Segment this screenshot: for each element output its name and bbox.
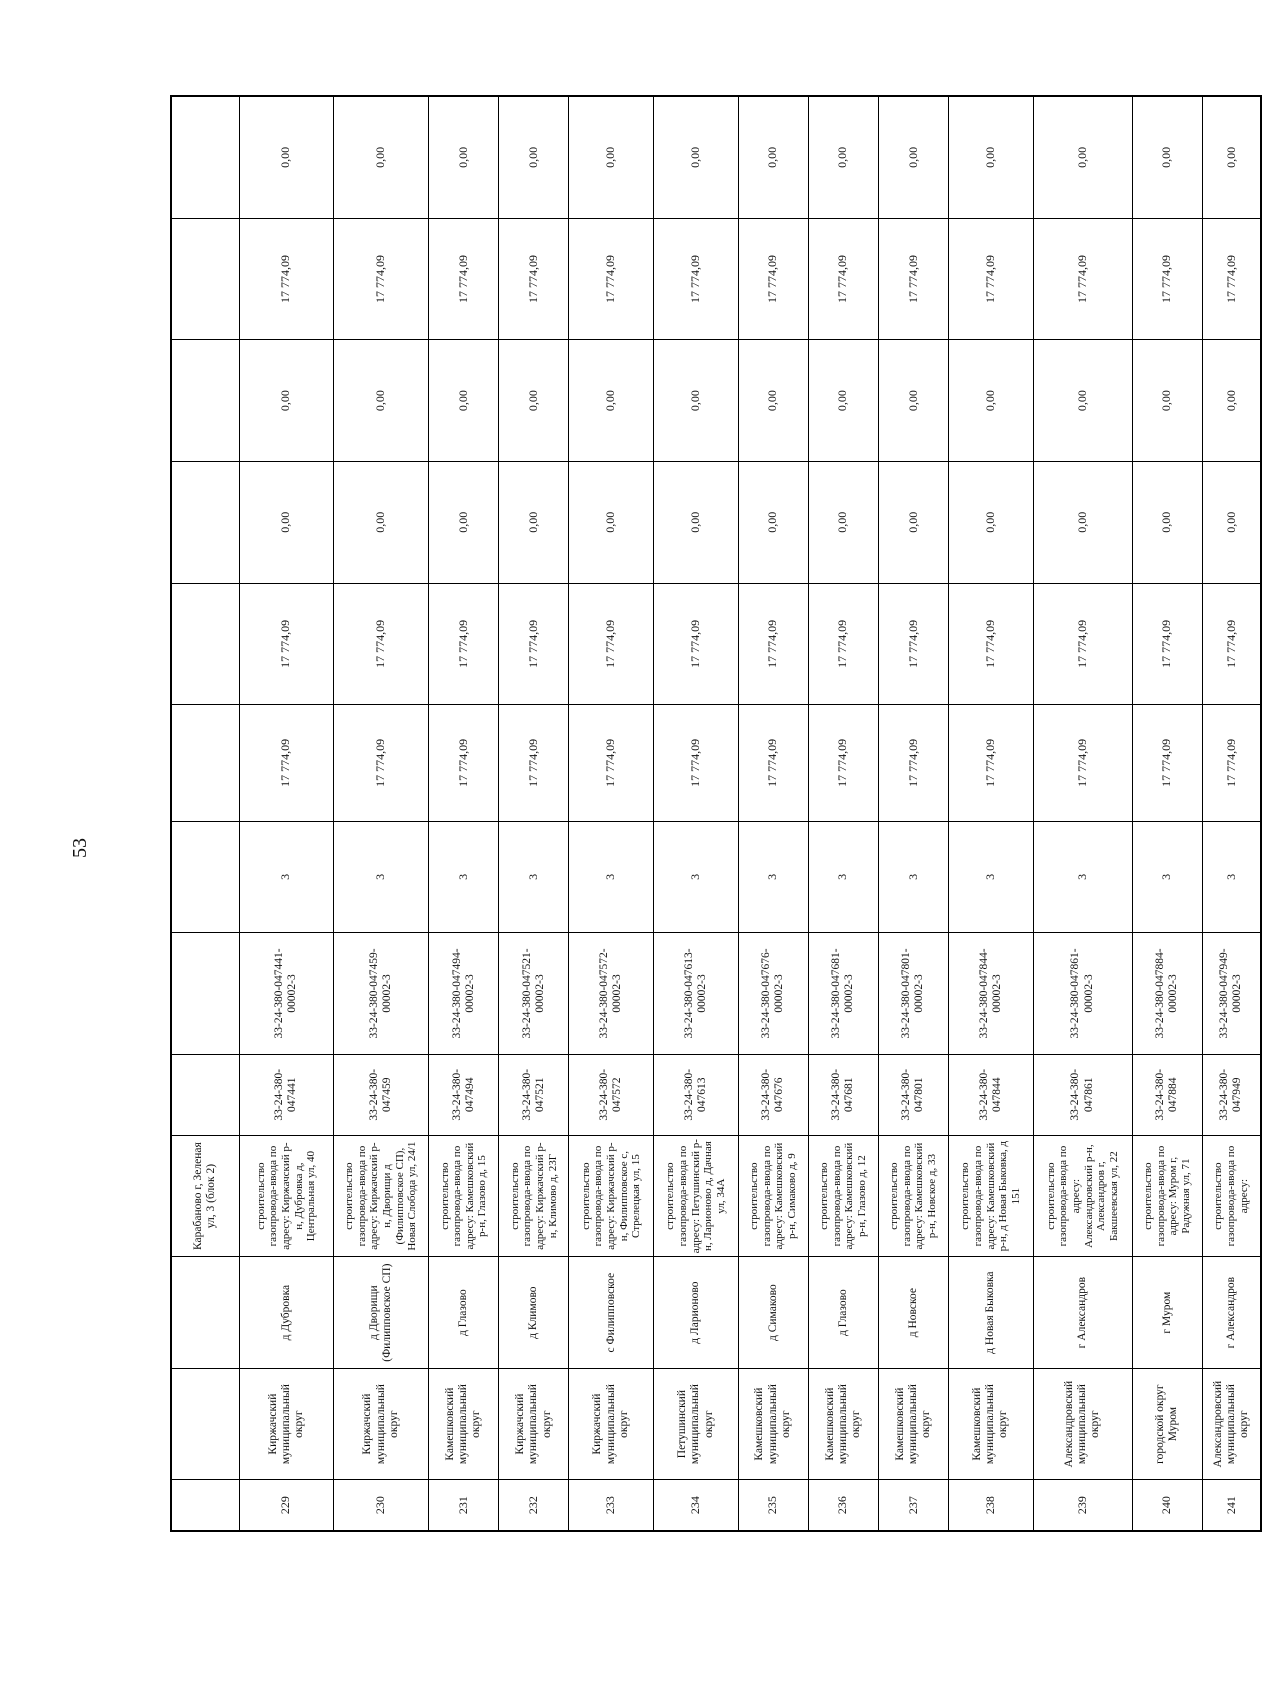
table-row — [429, 97, 499, 1531]
amount-cell: 0,00 — [1202, 340, 1260, 462]
data-table — [171, 96, 1261, 1531]
description-cell: строительство газопровода-ввода по адресу: Камешковский р-н, Симаково д, 9 — [738, 1135, 808, 1257]
table-row — [878, 97, 948, 1531]
count-cell: 3 — [1132, 821, 1202, 932]
municipality-cell: Петушинский муниципальный округ — [654, 1368, 739, 1479]
settlement-cell: д Климово — [499, 1257, 569, 1368]
amount-cell: 0,00 — [878, 97, 948, 219]
amount-cell: 17 774,09 — [738, 705, 808, 822]
count-cell: 3 — [499, 821, 569, 932]
settlement-cell: д Симаково — [738, 1257, 808, 1368]
settlement-cell: д Глазово — [808, 1257, 878, 1368]
amount-cell: 17 774,09 — [1033, 583, 1132, 705]
amount-cell: 0,00 — [1202, 461, 1260, 583]
table-cell — [172, 821, 240, 932]
description-cell: строительство газопровода-ввода по адресу: Камешковский р-н, Новское д, 33 — [878, 1135, 948, 1257]
municipality-cell: Камешковский муниципальный округ — [808, 1368, 878, 1479]
amount-cell: 0,00 — [569, 461, 654, 583]
row-number: 239 — [1033, 1480, 1132, 1531]
table-row — [1033, 97, 1132, 1531]
table-viewport — [170, 95, 1262, 1532]
municipality-cell: Камешковский муниципальный округ — [878, 1368, 948, 1479]
amount-cell: 0,00 — [808, 461, 878, 583]
row-number: 241 — [1202, 1480, 1260, 1531]
amount-cell: 0,00 — [949, 340, 1034, 462]
settlement-cell: с Филипповское — [569, 1257, 654, 1368]
description-cell: строительство газопровода-ввода по адресу: Александровский р-н, Александров г, Бакшеевская ул, 22 — [1033, 1135, 1132, 1257]
amount-cell: 17 774,09 — [499, 705, 569, 822]
settlement-cell: д Новское — [878, 1257, 948, 1368]
object-code-cell: 33-24-380-047681-00002-3 — [808, 933, 878, 1055]
table-cell — [172, 218, 240, 340]
amount-cell: 0,00 — [1033, 97, 1132, 219]
municipality-cell: Киржачский муниципальный округ — [239, 1368, 333, 1479]
municipality-cell: Киржачский муниципальный округ — [499, 1368, 569, 1479]
amount-cell: 0,00 — [1132, 97, 1202, 219]
amount-cell: 0,00 — [569, 97, 654, 219]
amount-cell: 17 774,09 — [1132, 583, 1202, 705]
amount-cell: 17 774,09 — [1033, 705, 1132, 822]
description-cell: строительство газопровода-ввода по адресу: Киржачский р-н, Дворищи д (Филипповское СП), Новая Слобода ул, 24/1 — [333, 1135, 428, 1257]
description-cell: строительство газопровода-ввода по адресу: Камешковский р-н, д Новая Быковка, д 151 — [949, 1135, 1034, 1257]
municipality-cell: Камешковский муниципальный округ — [738, 1368, 808, 1479]
object-code-cell: 33-24-380-047801-00002-3 — [878, 933, 948, 1055]
count-cell: 3 — [1033, 821, 1132, 932]
object-code-cell: 33-24-380-047884-00002-3 — [1132, 933, 1202, 1055]
amount-cell: 0,00 — [654, 340, 739, 462]
cadastral-code-cell: 33-24-380-047521 — [499, 1054, 569, 1135]
count-cell: 3 — [1202, 821, 1260, 932]
cadastral-code-cell: 33-24-380-047613 — [654, 1054, 739, 1135]
amount-cell: 17 774,09 — [499, 583, 569, 705]
amount-cell: 0,00 — [569, 340, 654, 462]
amount-cell: 0,00 — [1202, 97, 1260, 219]
amount-cell: 17 774,09 — [1033, 218, 1132, 340]
count-cell: 3 — [808, 821, 878, 932]
cadastral-code-cell: 33-24-380-047844 — [949, 1054, 1034, 1135]
table-row — [949, 97, 1034, 1531]
amount-cell: 17 774,09 — [1202, 705, 1260, 822]
settlement-cell: г Александров — [1033, 1257, 1132, 1368]
table-cell — [172, 1054, 240, 1135]
row-number: 236 — [808, 1480, 878, 1531]
amount-cell: 0,00 — [333, 461, 428, 583]
amount-cell: 17 774,09 — [738, 218, 808, 340]
row-number: 240 — [1132, 1480, 1202, 1531]
amount-cell: 0,00 — [1033, 461, 1132, 583]
amount-cell: 17 774,09 — [333, 218, 428, 340]
municipality-cell: Камешковский муниципальный округ — [429, 1368, 499, 1479]
amount-cell: 17 774,09 — [1202, 218, 1260, 340]
amount-cell: 17 774,09 — [808, 583, 878, 705]
description-cell: строительство газопровода-ввода по адресу: Петушинский р-н, Ларионово д, Дачная ул, 34А — [654, 1135, 739, 1257]
table-row — [1202, 97, 1260, 1531]
row-number: 237 — [878, 1480, 948, 1531]
amount-cell: 0,00 — [878, 340, 948, 462]
amount-cell: 17 774,09 — [239, 218, 333, 340]
amount-cell: 0,00 — [654, 97, 739, 219]
amount-cell: 17 774,09 — [239, 705, 333, 822]
object-code-cell: 33-24-380-047441-00002-3 — [239, 933, 333, 1055]
settlement-cell: д Дворищи (Филипповское СП) — [333, 1257, 428, 1368]
amount-cell: 17 774,09 — [738, 583, 808, 705]
description-cell: строительство газопровода-ввода по адресу: — [1202, 1135, 1260, 1257]
object-code-cell: 33-24-380-047613-00002-3 — [654, 933, 739, 1055]
cadastral-code-cell: 33-24-380-047801 — [878, 1054, 948, 1135]
page-number: 53 — [69, 838, 91, 858]
amount-cell: 17 774,09 — [878, 705, 948, 822]
amount-cell: 0,00 — [429, 340, 499, 462]
municipality-cell: Александровский муниципальный округ — [1202, 1368, 1260, 1479]
amount-cell: 0,00 — [1132, 461, 1202, 583]
cadastral-code-cell: 33-24-380-047441 — [239, 1054, 333, 1135]
amount-cell: 0,00 — [1132, 340, 1202, 462]
count-cell: 3 — [878, 821, 948, 932]
row-number: 229 — [239, 1480, 333, 1531]
description-cell: строительство газопровода-ввода по адресу: Киржачский р-н, Дубровка д, Центральная ул, 40 — [239, 1135, 333, 1257]
amount-cell: 17 774,09 — [808, 218, 878, 340]
amount-cell: 0,00 — [499, 461, 569, 583]
cadastral-code-cell: 33-24-380-047949 — [1202, 1054, 1260, 1135]
row-number: 238 — [949, 1480, 1034, 1531]
description-cell: строительство газопровода-ввода по адресу: Киржачский р-н, Климово д, 23Г — [499, 1135, 569, 1257]
amount-cell: 0,00 — [1033, 340, 1132, 462]
amount-cell: 17 774,09 — [808, 705, 878, 822]
amount-cell: 0,00 — [654, 461, 739, 583]
cadastral-code-cell: 33-24-380-047884 — [1132, 1054, 1202, 1135]
amount-cell: 17 774,09 — [429, 705, 499, 822]
amount-cell: 0,00 — [949, 97, 1034, 219]
settlement-cell: д Ларионово — [654, 1257, 739, 1368]
count-cell: 3 — [738, 821, 808, 932]
amount-cell: 0,00 — [429, 461, 499, 583]
cadastral-code-cell: 33-24-380-047494 — [429, 1054, 499, 1135]
amount-cell: 0,00 — [333, 97, 428, 219]
amount-cell: 17 774,09 — [569, 583, 654, 705]
table-cell — [172, 933, 240, 1055]
amount-cell: 0,00 — [239, 461, 333, 583]
municipality-cell: Киржачский муниципальный округ — [569, 1368, 654, 1479]
amount-cell: 17 774,09 — [569, 705, 654, 822]
amount-cell: 0,00 — [499, 340, 569, 462]
object-code-cell: 33-24-380-047844-00002-3 — [949, 933, 1034, 1055]
settlement-cell: д Дубровка — [239, 1257, 333, 1368]
amount-cell: 17 774,09 — [878, 583, 948, 705]
settlement-cell: д Глазово — [429, 1257, 499, 1368]
table-row — [654, 97, 739, 1531]
amount-cell: 0,00 — [738, 340, 808, 462]
table-cell — [172, 583, 240, 705]
amount-cell: 0,00 — [878, 461, 948, 583]
table-row — [499, 97, 569, 1531]
row-number: 233 — [569, 1480, 654, 1531]
cadastral-code-cell: 33-24-380-047681 — [808, 1054, 878, 1135]
amount-cell: 17 774,09 — [654, 218, 739, 340]
amount-cell: 0,00 — [239, 97, 333, 219]
table-row — [569, 97, 654, 1531]
cadastral-code-cell: 33-24-380-047572 — [569, 1054, 654, 1135]
settlement-cell: г Муром — [1132, 1257, 1202, 1368]
amount-cell: 17 774,09 — [429, 218, 499, 340]
row-number: 230 — [333, 1480, 428, 1531]
description-cell: строительство газопровода-ввода по адресу: Муром г, Радужная ул, 71 — [1132, 1135, 1202, 1257]
table-cell — [172, 461, 240, 583]
description-cell: строительство газопровода-ввода по адресу: Киржачский р-н, Филипповское с, Стрелецкая ул, 15 — [569, 1135, 654, 1257]
table-cell — [172, 705, 240, 822]
settlement-cell: г Александров — [1202, 1257, 1260, 1368]
count-cell: 3 — [949, 821, 1034, 932]
table-row — [333, 97, 428, 1531]
table-cell — [172, 340, 240, 462]
object-code-cell: 33-24-380-047572-00002-3 — [569, 933, 654, 1055]
amount-cell: 0,00 — [499, 97, 569, 219]
amount-cell: 17 774,09 — [654, 583, 739, 705]
cadastral-code-cell: 33-24-380-047676 — [738, 1054, 808, 1135]
object-code-cell: 33-24-380-047521-00002-3 — [499, 933, 569, 1055]
count-cell: 3 — [239, 821, 333, 932]
row-number: 235 — [738, 1480, 808, 1531]
table-body — [172, 97, 1261, 1531]
amount-cell: 17 774,09 — [1202, 583, 1260, 705]
table-row — [1132, 97, 1202, 1531]
municipality-cell: Камешковский муниципальный округ — [949, 1368, 1034, 1479]
carry-over-row — [172, 97, 240, 1531]
cadastral-code-cell: 33-24-380-047459 — [333, 1054, 428, 1135]
amount-cell: 17 774,09 — [333, 583, 428, 705]
count-cell: 3 — [429, 821, 499, 932]
municipality-cell: городской округ Муром — [1132, 1368, 1202, 1479]
row-number: 232 — [499, 1480, 569, 1531]
amount-cell: 17 774,09 — [878, 218, 948, 340]
amount-cell: 17 774,09 — [949, 583, 1034, 705]
amount-cell: 0,00 — [738, 97, 808, 219]
amount-cell: 17 774,09 — [333, 705, 428, 822]
amount-cell: 17 774,09 — [569, 218, 654, 340]
amount-cell: 17 774,09 — [499, 218, 569, 340]
amount-cell: 17 774,09 — [949, 218, 1034, 340]
table-cell — [172, 1368, 240, 1479]
cadastral-code-cell: 33-24-380-047861 — [1033, 1054, 1132, 1135]
table-row — [808, 97, 878, 1531]
object-code-cell: 33-24-380-047459-00002-3 — [333, 933, 428, 1055]
count-cell: 3 — [333, 821, 428, 932]
description-cell: строительство газопровода-ввода по адресу: Камешковский р-н, Глазово д, 12 — [808, 1135, 878, 1257]
amount-cell: 0,00 — [429, 97, 499, 219]
table-cell — [172, 1257, 240, 1368]
municipality-cell: Александровский муниципальный округ — [1033, 1368, 1132, 1479]
carry-over-address: Карабаново г, Зеленая ул, 3 (блок 2) — [172, 1135, 240, 1257]
amount-cell: 17 774,09 — [1132, 705, 1202, 822]
object-code-cell: 33-24-380-047861-00002-3 — [1033, 933, 1132, 1055]
object-code-cell: 33-24-380-047949-00002-3 — [1202, 933, 1260, 1055]
amount-cell: 0,00 — [738, 461, 808, 583]
amount-cell: 0,00 — [808, 97, 878, 219]
object-code-cell: 33-24-380-047494-00002-3 — [429, 933, 499, 1055]
row-number: 231 — [429, 1480, 499, 1531]
amount-cell: 17 774,09 — [239, 583, 333, 705]
row-number: 234 — [654, 1480, 739, 1531]
amount-cell: 17 774,09 — [654, 705, 739, 822]
amount-cell: 17 774,09 — [1132, 218, 1202, 340]
amount-cell: 0,00 — [808, 340, 878, 462]
amount-cell: 17 774,09 — [429, 583, 499, 705]
table-cell — [172, 97, 240, 219]
table-row — [239, 97, 333, 1531]
table-cell — [172, 1480, 240, 1531]
object-code-cell: 33-24-380-047676-00002-3 — [738, 933, 808, 1055]
amount-cell: 0,00 — [239, 340, 333, 462]
amount-cell: 0,00 — [949, 461, 1034, 583]
municipality-cell: Киржачский муниципальный округ — [333, 1368, 428, 1479]
count-cell: 3 — [569, 821, 654, 932]
amount-cell: 17 774,09 — [949, 705, 1034, 822]
description-cell: строительство газопровода-ввода по адресу: Камешковский р-н, Глазово д, 15 — [429, 1135, 499, 1257]
amount-cell: 0,00 — [333, 340, 428, 462]
table-row — [738, 97, 808, 1531]
settlement-cell: д Новая Быковка — [949, 1257, 1034, 1368]
count-cell: 3 — [654, 821, 739, 932]
